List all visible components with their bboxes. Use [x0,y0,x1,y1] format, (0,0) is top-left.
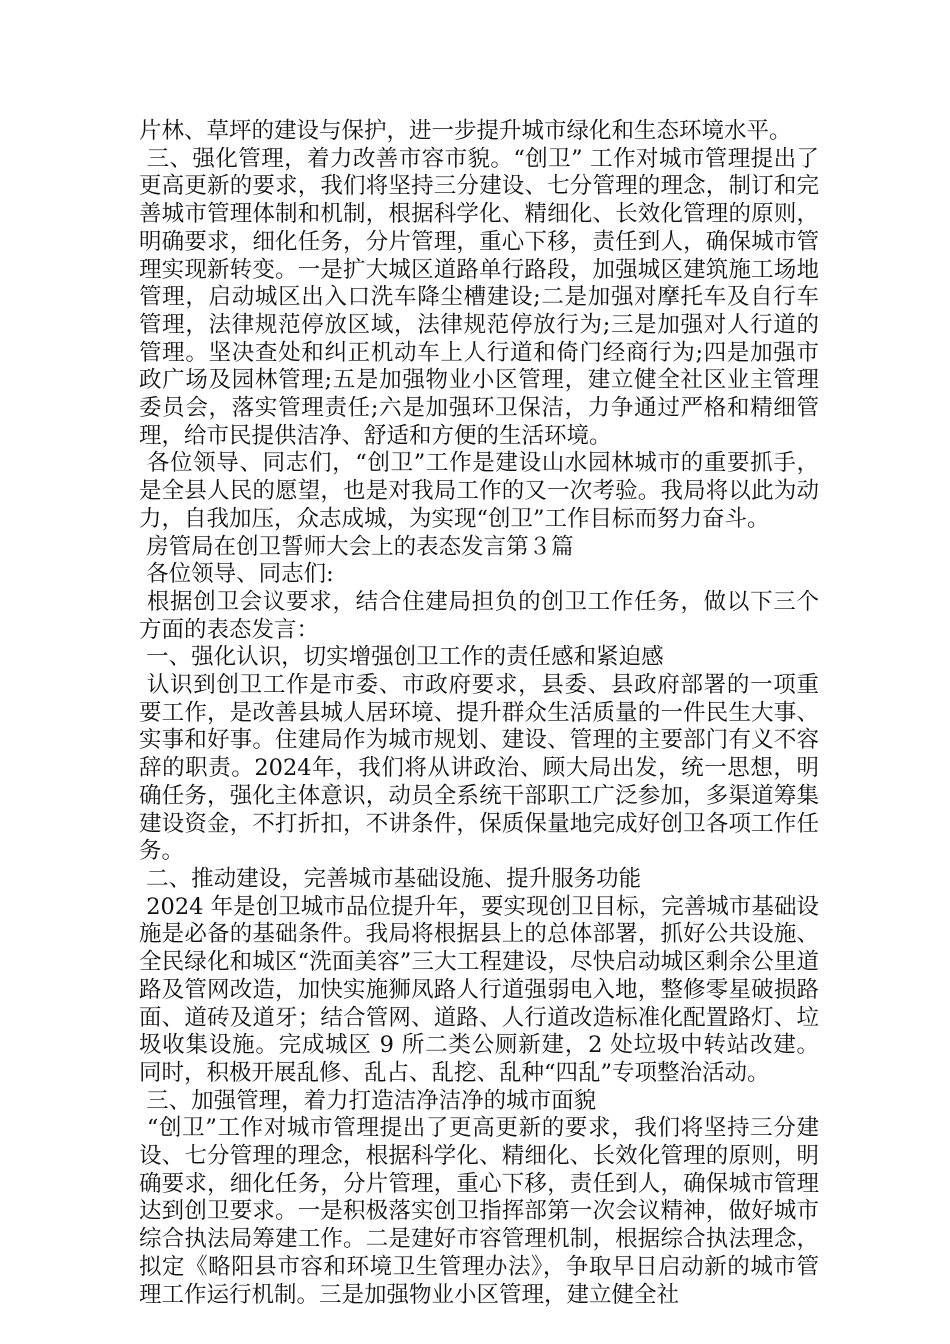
paragraph-section-two: 2024 年是创卫城市品位提升年，要实现创卫目标，完善城市基础设施是必备的基础条件。我局将根据县上的总体部署，抓好公共设施、全民绿化和城区“洗面美容”三大工程建设，尽快启动城区剩余公里道路及管网改造，加快实施狮凤路人行道强弱电入地，整修零星破损路面、道砖及道牙；结合管网、道路、人行道改造标准化配置路灯、垃圾收集设施。完成城区 9 所二类公厕新建，2 处垃圾中转站改建。同时，积极开展乱修、乱占、乱挖、乱种“四乱”专项整治活动。 [139,893,819,1086]
paragraph-section-three-management: 三、强化管理，着力改善市容市貌。“创卫” 工作对城市管理提出了更高更新的要求，我们将坚持三分建设、七分管理的理念，制订和完善城市管理体制和机制，根据科学化、精细化、长效化管理的原则，明确要求，细化任务，分片管理，重心下移，责任到人，确保城市管理实现新转变。一是扩大城区道路单行路段，加强城区建筑施工场地管理，启动城区出入口洗车降尘槽建设;二是加强对摩托车及自行车管理，法律规范停放区域，法律规范停放行为;三是加强对人行道的管理。坚决查处和纠正机动车上人行道和倚门经商行为;四是加强市政广场及园林管理;五是加强物业小区管理，建立健全社区业主管理委员会，落实管理责任;六是加强环卫保洁，力争通过严格和精细管理，给市民提供洁净、舒适和方便的生活环境。 [139,145,819,449]
heading-section-two: 二、推动建设，完善城市基础设施、提升服务功能 [139,865,642,892]
article-title: 房管局在创卫誓师大会上的表态发言第３篇 [139,533,574,560]
paragraph-greening-continuation: 片林、草坪的建设与保护，进一步提升城市绿化和生态环境水平。 [139,118,792,144]
salutation: 各位领导、同志们: [139,561,334,588]
paragraph-intro: 根据创卫会议要求，结合住建局担负的创卫工作任务，做以下三个方面的表态发言： [139,588,819,643]
heading-section-three: 三、加强管理，着力打造洁净洁净的城市面貌 [139,1087,597,1114]
paragraph-section-three: “创卫”工作对城市管理提出了更高更新的要求，我们将坚持三分建设、七分管理的理念，根据科学化、精细化、长效化管理的原则，明确要求，细化任务，分片管理，重心下移，责任到人，确保城市管理达到创卫要求。一是积极落实创卫指挥部第一次会议精神，做好城市综合执法局筹建工作。二是建好市容管理机制，根据综合执法理念，拟定《略阳县市容和环境卫生管理办法》，争取早日启动新的城市管理工作运行机制。三是加强物业小区管理，建立健全社 [139,1115,820,1308]
heading-section-one: 一、强化认识，切实增强创卫工作的责任感和紧迫感 [139,644,664,671]
paragraph-closing-statement: 各位领导、同志们，“创卫”工作是建设山水园林城市的重要抓手，是全县人民的愿望，也是对我局工作的又一次考验。我局将以此为动力，自我加压，众志成城，为实现“创卫”工作目标而努力奋斗。 [139,450,820,532]
document-body [139,118,819,1309]
paragraph-section-one: 认识到创卫工作是市委、市政府要求，县委、县政府部署的一项重要工作，是改善县城人居环境、提升群众生活质量的一件民生大事、实事和好事。住建局作为城市规划、建设、管理的主要部门有义不容辞的职责。2024年，我们将从讲政治、顾大局出发，统一思想，明确任务，强化主体意识，动员全系统干部职工广泛参加，多渠道筹集建设资金，不打折扣，不讲条件，保质保量地完成好创卫各项工作任务。 [139,672,819,865]
